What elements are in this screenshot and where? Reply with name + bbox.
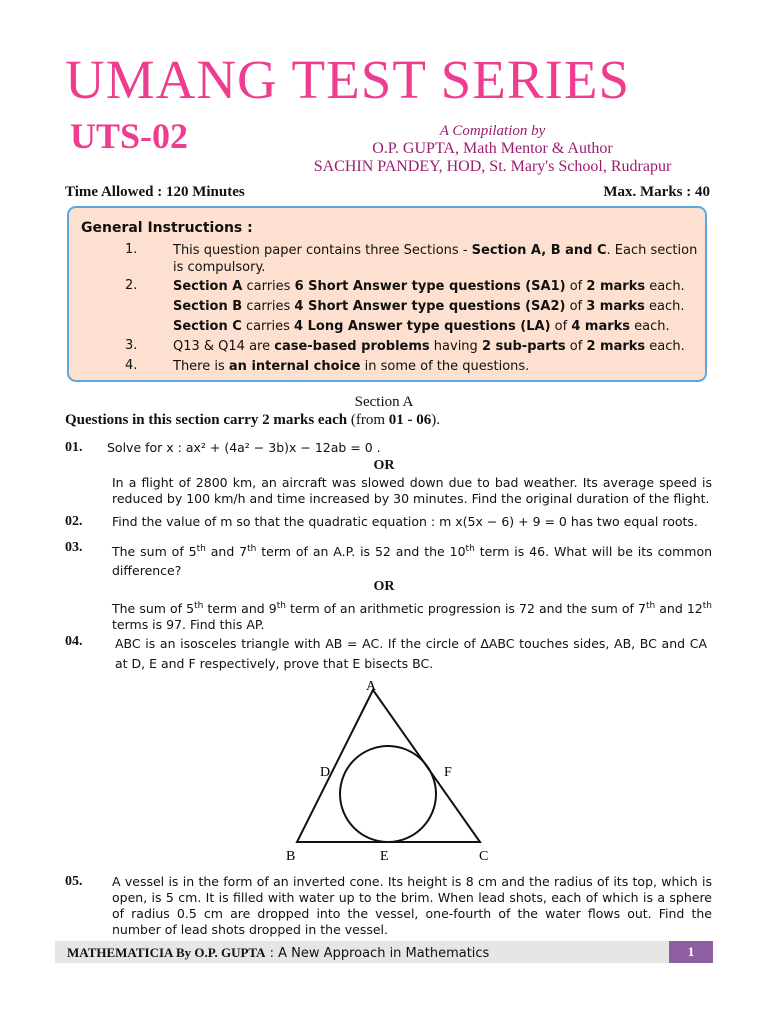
question-text: A vessel is in the form of an inverted cone. Its height is 8 cm and the radius of its top, which is open, is 5 cm. It is filled with water up to the brim. When lead shots, each of which is a sphere of radius 0.5 cm are dropped into the vessel, one-fourth of the water flows out. Find the number of lead shots dropped in the vessel. [112, 874, 712, 937]
instruction-item: This question paper contains three Sections - Section A, B and C. Each section is compulsory. [173, 243, 698, 275]
question-text: Solve for x : ax² + (4a² − 3b)x − 12ab = 0 . [107, 440, 381, 455]
label-c: C [479, 849, 489, 864]
instruction-number: 2. [125, 278, 138, 293]
instruction-item: There is an internal choice in some of the questions. [173, 359, 530, 374]
page-number: 1 [669, 941, 713, 963]
compilation-block [280, 122, 705, 176]
series-title: UMANG TEST SERIES [65, 49, 631, 110]
question-text: The sum of 5th term and 9th term of an arithmetic progression is 72 and the sum of 7th and 12th terms is 97. Find this AP. [112, 601, 712, 633]
label-d: D [320, 765, 331, 780]
instruction-item: Section C carries 4 Long Answer type questions (LA) of 4 marks each. [173, 319, 670, 334]
author-line-1: O.P. GUPTA, Math Mentor & Author [372, 140, 613, 157]
instruction-number: 3. [125, 338, 138, 353]
footer-text: MATHEMATICIA By O.P. GUPTA : A New Approach in Mathematics [67, 945, 490, 961]
instructions-heading: General Instructions : [81, 220, 253, 236]
instruction-number: 1. [125, 242, 138, 257]
section-title: Section A [354, 394, 414, 410]
author-line-2: SACHIN PANDEY, HOD, St. Mary's School, Rudrapur [313, 158, 672, 175]
label-b: B [286, 849, 296, 864]
section-intro: Questions in this section carry 2 marks each (from 01 - 06). [65, 412, 440, 428]
question-number: 02. [65, 514, 83, 529]
question-number: 01. [65, 440, 83, 455]
question-text: Find the value of m so that the quadratic equation : m x(5x − 6) + 9 = 0 has two equal roots. [112, 514, 698, 529]
instruction-item: Section B carries 4 Short Answer type questions (SA2) of 3 marks each. [173, 299, 685, 314]
incircle-figure [280, 672, 500, 868]
test-code: UTS-02 [70, 116, 189, 156]
max-marks: Max. Marks : 40 [603, 184, 710, 200]
question-text: The sum of 5th and 7th term of an A.P. is 52 and the 10th term is 46. What will be its common difference? [112, 544, 713, 579]
instructions-box [67, 206, 707, 382]
question-number: 03. [65, 540, 83, 555]
label-f: F [444, 765, 452, 780]
compilation-label: A Compilation by [439, 123, 546, 139]
or-separator: OR [373, 458, 395, 473]
label-e: E [380, 849, 389, 864]
question-text: In a flight of 2800 km, an aircraft was slowed down due to bad weather. Its average speed is reduced by 100 km/h and time increased by 30 minutes. Find the original duration of the flight. [112, 475, 712, 506]
instruction-item: Section A carries 6 Short Answer type questions (SA1) of 2 marks each. [173, 279, 685, 294]
question-text: ABC is an isosceles triangle with AB = AC. If the circle of ΔABC touches sides, AB, BC and CA at D, E and F respectively, prove that E bisects BC. [115, 636, 707, 671]
label-a: A [366, 679, 377, 694]
or-separator: OR [373, 579, 395, 594]
instruction-number: 4. [125, 358, 138, 373]
time-allowed: Time Allowed : 120 Minutes [65, 184, 245, 200]
incircle [340, 746, 436, 842]
question-number: 05. [65, 874, 83, 889]
question-number: 04. [65, 634, 83, 649]
instruction-item: Q13 & Q14 are case-based problems having 2 sub-parts of 2 marks each. [173, 339, 685, 354]
